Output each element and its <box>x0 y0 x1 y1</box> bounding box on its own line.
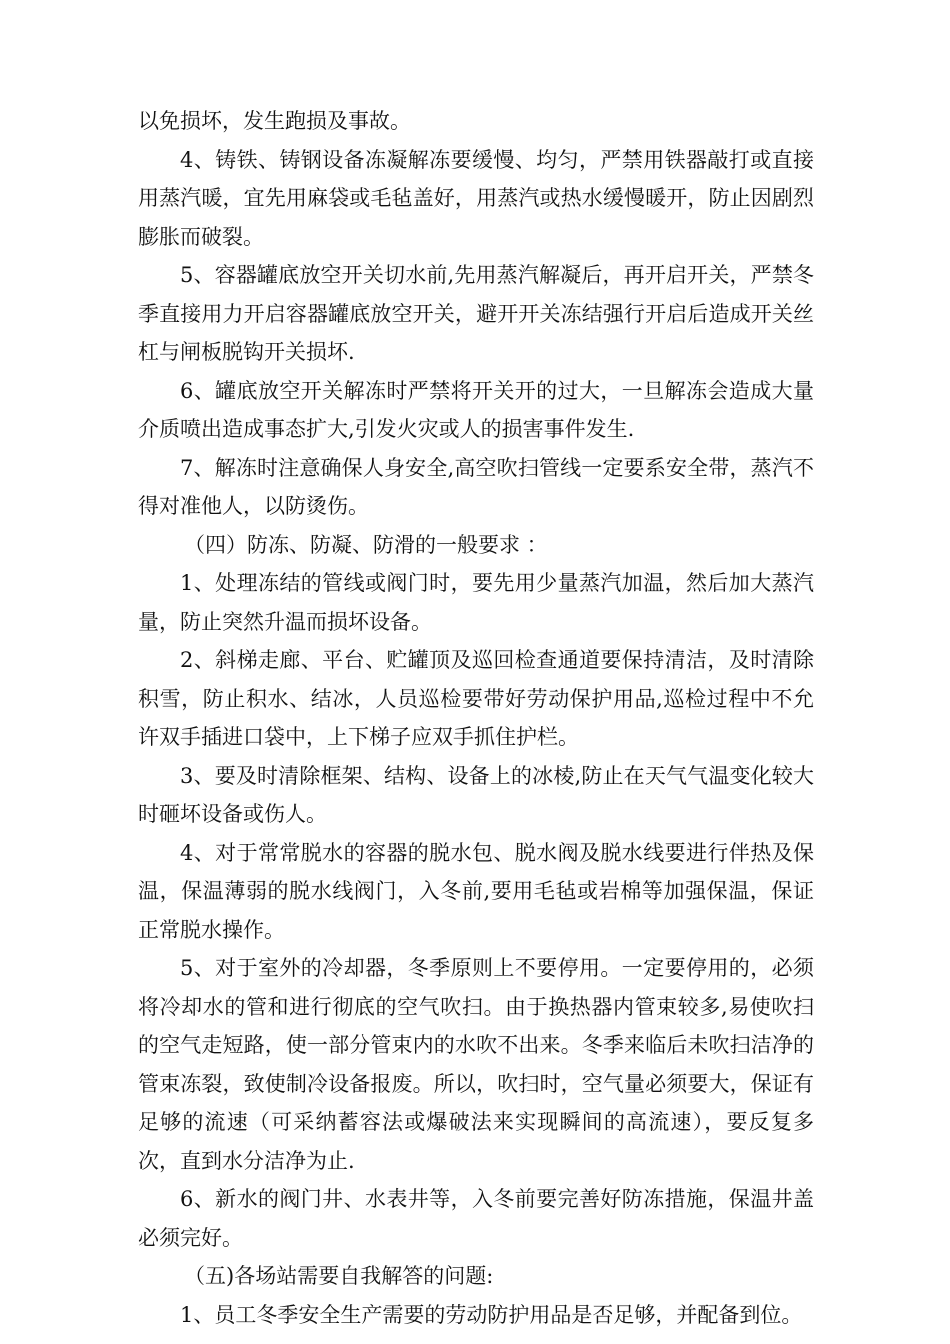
paragraph-item-4-cast-iron: 4、铸铁、铸钢设备冻凝解冻要缓慢、均匀，严禁用铁器敲打或直接用蒸汽暖，宜先用麻袋或毛毡盖好，用蒸汽或热水缓慢暖开，防止因剧烈膨胀而破裂。 <box>138 147 814 249</box>
paragraph-req-3: 3、要及时清除框架、结构、设备上的冰棱,防止在天气气温变化较大时砸坏设备或伤人。 <box>138 763 814 826</box>
paragraph-item-6-thaw-valve: 6、罐底放空开关解冻时严禁将开关开的过大，一旦解冻会造成大量介质喷出造成事态扩大,引发火灾或人的损害事件发生. <box>138 378 814 441</box>
paragraph-item-5-drain-valve: 5、容器罐底放空开关切水前,先用蒸汽解凝后，再开启开关，严禁冬季直接用力开启容器罐底放空开关，避开开关冻结强行开启后造成开关丝杠与闸板脱钩开关损坏. <box>138 263 814 364</box>
paragraph-req-4: 4、对于常常脱水的容器的脱水包、脱水阀及脱水线要进行伴热及保温，保温薄弱的脱水线阀门，入冬前,要用毛毡或岩棉等加强保温，保证正常脱水操作。 <box>138 840 814 942</box>
section-heading-4: （四）防冻、防凝、防滑的一般要求 ： <box>184 532 548 557</box>
document-body <box>138 102 814 1334</box>
paragraph-req-6: 6、新水的阀门井、水表井等，入冬前要完善好防冻措施，保温井盖必须完好。 <box>138 1187 814 1250</box>
section-heading-5: （五)各场站需要自我解答的问题: <box>184 1264 494 1288</box>
paragraph-req-5: 5、对于室外的冷却器，冬季原则上不要停用。一定要停用的，必须将冷却水的管和进行彻底的空气吹扫。由于换热器内管束较多,易使吹扫的空气走短路，使一部分管束内的水吹不出来。冬季来临后未吹扫洁净的管束冻裂，致使制冷设备报废。所以，吹扫时，空气量必须要大，保证有足够的流速（可采纳蓄容法或爆破法来实现瞬间的高流速），要反复多次，直到水分洁净为止. <box>138 956 814 1173</box>
paragraph-question-1: 1、员工冬季安全生产需要的劳动防护用品是否足够，并配备到位。 <box>180 1302 803 1327</box>
paragraph-req-1: 1、处理冻结的管线或阀门时，要先用少量蒸汽加温，然后加大蒸汽量，防止突然升温而损坏设备。 <box>138 571 814 634</box>
paragraph-req-2: 2、斜梯走廊、平台、贮罐顶及巡回检查通道要保持清洁，及时清除积雪，防止积水、结冰，人员巡检要带好劳动保护用品,巡检过程中不允许双手插进口袋中，上下梯子应双手抓住护栏。 <box>138 648 814 749</box>
paragraph-continuation: 以免损坏，发生跑损及事故。 <box>138 109 411 133</box>
paragraph-item-7-safety: 7、解冻时注意确保人身安全,高空吹扫管线一定要系安全带，蒸汽不得对准他人，以防烫伤。 <box>138 455 814 518</box>
